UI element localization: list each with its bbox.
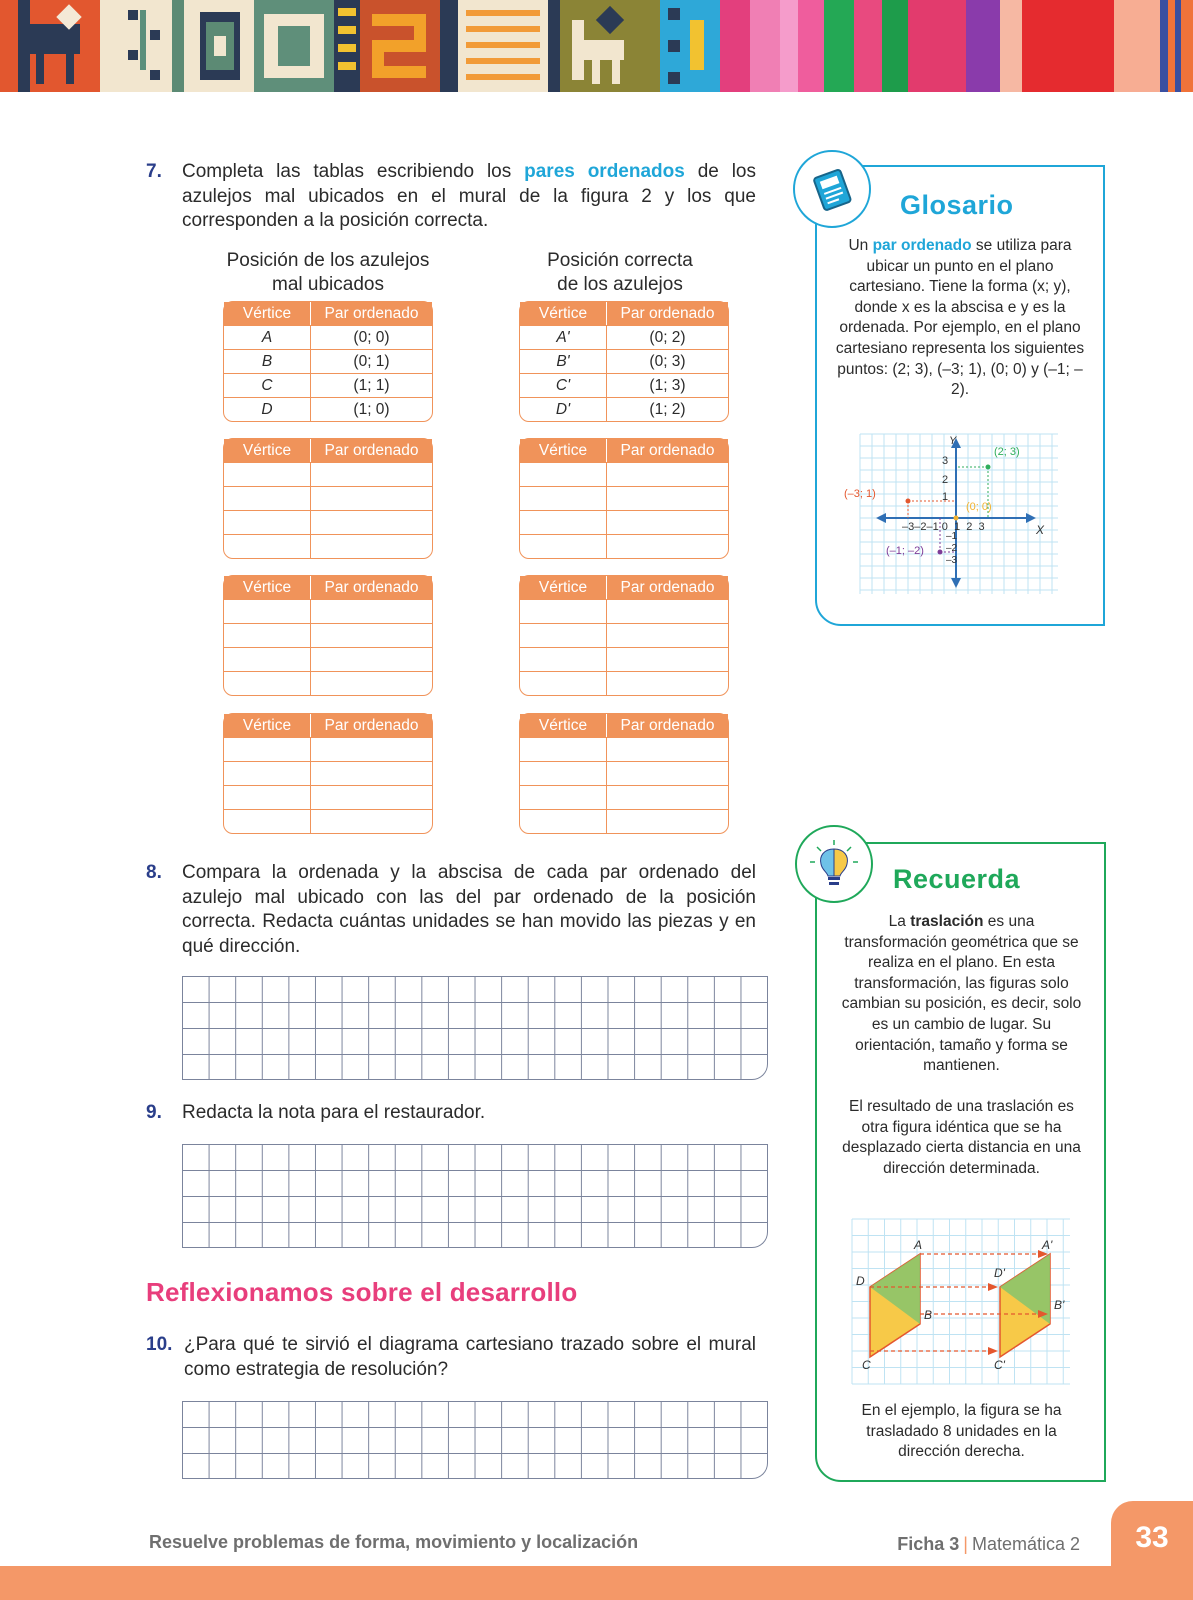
table-row: A (0; 0) [224, 325, 432, 349]
vertex-label: A [914, 1238, 923, 1252]
empty-table [519, 575, 729, 696]
table-header [224, 714, 432, 737]
textile-pattern-image [0, 0, 1193, 92]
table-row[interactable] [224, 534, 432, 558]
x-axis-label: X [1036, 523, 1045, 537]
question-number: 9. [146, 1102, 162, 1123]
col-vertex-header: Vértice [224, 439, 311, 462]
plane-point [938, 550, 943, 555]
col-vertex-header: Vértice [520, 714, 607, 737]
answer-grid-q8[interactable] [182, 976, 768, 1080]
vertex-label: D' [994, 1266, 1005, 1280]
table-row[interactable] [224, 510, 432, 534]
table-left-caption: Posición de los azulejos mal ubicados [226, 250, 430, 295]
plane-point-label: (–1; –2) [886, 545, 924, 557]
question-8 [146, 861, 756, 959]
vertex-label: C' [994, 1358, 1005, 1372]
page-number: 33 [1111, 1501, 1193, 1600]
footer-bar [0, 1566, 1193, 1600]
question-9 [146, 1101, 756, 1126]
col-pair-header: Par ordenado [620, 716, 715, 734]
table-row: A' (0; 2) [520, 325, 728, 349]
col-pair-header: Par ordenado [620, 578, 715, 596]
y-tick: –2 [946, 543, 958, 554]
remember-paragraph-3: En el ejemplo, la figura se ha trasladado 8 unidades en la dirección derecha. [861, 1402, 1062, 1461]
section-title: Reflexionamos sobre el desarrollo [146, 1277, 578, 1307]
cartesian-plane [844, 434, 1058, 600]
empty-table [223, 438, 433, 559]
plane-point-label: (0; 0) [966, 501, 992, 513]
col-vertex-header: Vértice [224, 576, 311, 599]
plane-point-label: (–3; 1) [844, 488, 876, 500]
table-header [224, 439, 432, 462]
col-pair-header: Par ordenado [324, 441, 419, 459]
col-pair-header: Par ordenado [620, 304, 715, 322]
table-correct-positions [519, 301, 729, 422]
table-row[interactable] [520, 510, 728, 534]
table-row[interactable] [520, 462, 728, 486]
table-row: D' (1; 2) [520, 397, 728, 421]
plane-point-label: (2; 3) [994, 446, 1020, 458]
table-header [520, 302, 728, 325]
empty-table [223, 713, 433, 834]
table-header [520, 714, 728, 737]
table-row[interactable] [224, 809, 432, 833]
book-icon [808, 165, 856, 213]
table-row[interactable] [224, 785, 432, 809]
empty-table [519, 438, 729, 559]
table-row[interactable] [520, 647, 728, 671]
vertex-label: B [924, 1308, 933, 1322]
vertex-label: D [856, 1274, 865, 1288]
table-row: C' (1; 3) [520, 373, 728, 397]
footer-competency: Resuelve problemas de forma, movimiento y localización [149, 1532, 639, 1552]
y-arrow-down-icon [951, 578, 961, 588]
table-header [520, 439, 728, 462]
table-right-caption: Posición correcta de los azulejos [547, 250, 693, 295]
table-row[interactable] [520, 761, 728, 785]
brain-lightbulb-icon [807, 837, 861, 891]
translation-figure [852, 1219, 1070, 1387]
col-pair-header: Par ordenado [620, 441, 715, 459]
y-tick: –1 [946, 531, 958, 542]
glossary-title: Glosario [900, 190, 1014, 220]
table-row[interactable] [520, 737, 728, 761]
arrow-head-icon [988, 1347, 998, 1355]
table-row: C (1; 1) [224, 373, 432, 397]
question-7 [146, 160, 756, 234]
y-tick: 1 [942, 491, 949, 503]
glossary-term: par ordenado [872, 237, 972, 254]
col-vertex-header: Vértice [520, 576, 607, 599]
empty-table [519, 713, 729, 834]
col-vertex-header: Vértice [520, 302, 607, 325]
question-number: 10. [146, 1334, 173, 1355]
y-axis-label: Y [949, 435, 957, 447]
table-row[interactable] [224, 623, 432, 647]
col-pair-header: Par ordenado [324, 578, 419, 596]
table-row: B' (0; 3) [520, 349, 728, 373]
x-arrow-left-icon [876, 513, 886, 523]
question-text: Redacta la nota para el restaurador. [182, 1102, 486, 1123]
y-tick: 2 [942, 474, 949, 486]
x-arrow-icon [1026, 513, 1036, 523]
table-row[interactable] [520, 599, 728, 623]
col-pair-header: Par ordenado [324, 716, 419, 734]
remember-title: Recuerda [893, 864, 1021, 894]
table-header [520, 576, 728, 599]
table-row[interactable] [520, 785, 728, 809]
arrow-head-icon [988, 1283, 998, 1291]
table-row[interactable] [520, 671, 728, 695]
table-header [224, 576, 432, 599]
remember-paragraph-1: La traslación es una transformación geométrica que se realiza en el plano. En esta transformación, las figuras solo cambian su posición, es decir, solo es un cambio de lugar. Su orientación, tamaño y forma se mantienen. [841, 913, 1082, 1075]
table-row[interactable] [224, 737, 432, 761]
table-row[interactable] [224, 462, 432, 486]
table-row[interactable] [224, 671, 432, 695]
x-tick-labels: –3–2–1 0 1 2 3 [902, 521, 985, 533]
answer-grid-q10[interactable] [182, 1401, 768, 1479]
col-pair-header: Par ordenado [324, 304, 419, 322]
table-row[interactable] [520, 486, 728, 510]
table-row[interactable] [224, 761, 432, 785]
plane-point [906, 499, 911, 504]
table-row[interactable] [224, 647, 432, 671]
vertex-label: B' [1054, 1298, 1065, 1312]
question-text: Compara la ordenada y la abscisa de cada par ordenado del azulejo mal ubicado con las del par ordenado de la posición correcta. Redacta cuántas unidades se han movido las piezas y en qué dirección. [182, 862, 756, 957]
highlight-term: pares ordenados [524, 161, 685, 182]
empty-table [223, 575, 433, 696]
question-number: 8. [146, 862, 162, 883]
answer-grid-q9[interactable] [182, 1144, 768, 1248]
table-row[interactable] [520, 623, 728, 647]
footer-ficha: Ficha 3 | Matemática 2 [897, 1534, 1080, 1554]
table-header [224, 302, 432, 325]
table-row[interactable] [224, 599, 432, 623]
question-text: Completa las tablas escribiendo los pares ordenados de los azulejos mal ubicados en el mural de la figura 2 y los que corresponden a la posición correcta. [182, 161, 756, 231]
table-row: D (1; 0) [224, 397, 432, 421]
plane-point [986, 465, 991, 470]
col-vertex-header: Vértice [520, 439, 607, 462]
remember-paragraph-2: El resultado de una traslación es otra figura idéntica que se ha desplazado cierta distancia en una dirección determinada. [842, 1098, 1081, 1177]
col-vertex-header: Vértice [224, 714, 311, 737]
vertex-label: A' [1042, 1238, 1053, 1252]
table-row[interactable] [520, 809, 728, 833]
y-tick: –3 [946, 555, 958, 566]
table-row[interactable] [224, 486, 432, 510]
remember-badge [795, 825, 873, 903]
remember-term: traslación [910, 913, 984, 930]
table-wrong-positions [223, 301, 433, 422]
glossary-badge [793, 150, 871, 228]
question-10 [146, 1333, 756, 1382]
decorative-textile-band [0, 0, 1193, 92]
y-tick: 3 [942, 455, 949, 467]
question-text: ¿Para qué te sirvió el diagrama cartesiano trazado sobre el mural como estrategia de resolución? [184, 1334, 756, 1380]
glossary-text: Un par ordenado se utiliza para ubicar un punto en el plano cartesiano. Tiene la forma (x; y), donde x es la abscisa e y es la ordenada. Por ejemplo, en el plano cartesiano representa los siguientes puntos: (2; 3), (–3; 1), (0; 0) y (–1; –2). [835, 237, 1085, 399]
col-vertex-header: Vértice [224, 302, 311, 325]
table-row[interactable] [520, 534, 728, 558]
table-row: B (0; 1) [224, 349, 432, 373]
plane-point [954, 516, 959, 521]
question-number: 7. [146, 161, 162, 182]
vertex-label: C [862, 1358, 871, 1372]
